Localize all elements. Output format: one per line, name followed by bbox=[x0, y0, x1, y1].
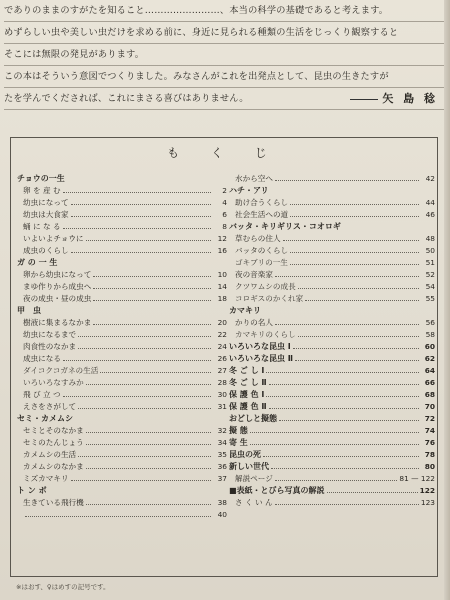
toc-label: 冬 ご し Ⅱ bbox=[229, 378, 267, 387]
leader-dots bbox=[86, 432, 211, 433]
toc-label: 卵 を 産 む bbox=[23, 186, 61, 195]
toc-page-number: 38 bbox=[217, 498, 227, 507]
leader-dots bbox=[290, 204, 419, 205]
toc-entry bbox=[17, 509, 227, 521]
leader-dots bbox=[283, 240, 419, 241]
toc-label: かりの名人 bbox=[235, 318, 273, 327]
leader-dots bbox=[250, 444, 419, 445]
toc-page-number: 8 bbox=[222, 222, 227, 231]
toc-label: 樹液に集まるなかま bbox=[23, 318, 92, 327]
toc-label: 成虫になる bbox=[23, 354, 61, 363]
toc-entry bbox=[17, 317, 227, 329]
intro-line: めずらしい虫や美しい虫だけを求める前に、身近に見られる種類の生活をじっくり観察すると bbox=[4, 22, 444, 44]
toc-label: 社会生活への道 bbox=[235, 210, 289, 219]
toc-page-number: 28 bbox=[217, 378, 227, 387]
toc-page-number: 34 bbox=[217, 438, 227, 447]
leader-dots bbox=[100, 372, 211, 373]
toc-page-number: 66 bbox=[424, 378, 435, 387]
toc-label: ■表紙・とびら写真の解説 bbox=[229, 486, 325, 495]
toc-label: ゴキブリの一生 bbox=[235, 258, 288, 267]
table-of-contents bbox=[10, 137, 438, 577]
toc-page-number: 51 bbox=[425, 258, 435, 267]
toc-page-number: 74 bbox=[424, 426, 435, 435]
toc-label: セミとそのなかま bbox=[23, 426, 84, 435]
toc-label: 幼虫は大食家 bbox=[23, 210, 69, 219]
leader-dots bbox=[275, 480, 398, 481]
leader-dots bbox=[93, 300, 211, 301]
leader-dots bbox=[71, 204, 211, 205]
leader-dots bbox=[305, 300, 419, 301]
toc-label: えさをさがして bbox=[23, 402, 77, 411]
toc-entry bbox=[17, 233, 227, 245]
toc-label: バッタ・キリギリス・コオロギ bbox=[229, 222, 341, 231]
toc-label: セミのたんじょう bbox=[23, 438, 84, 447]
toc-page-number: 42 bbox=[425, 174, 435, 183]
toc-section bbox=[17, 305, 227, 317]
toc-entry bbox=[17, 437, 227, 449]
toc-entry bbox=[17, 185, 227, 197]
intro-line: でありのままのすがたを知ること……………………、本当の科学の基礎であると考えます。 bbox=[4, 0, 444, 22]
toc-entry bbox=[17, 341, 227, 353]
toc-label: まゆ作りから成虫へ bbox=[23, 282, 92, 291]
leader-dots bbox=[327, 492, 418, 493]
toc-label: 幼虫になるまで bbox=[23, 330, 77, 339]
toc-page-number: 78 bbox=[424, 450, 435, 459]
toc-page-number: 70 bbox=[424, 402, 435, 411]
toc-section bbox=[17, 485, 227, 497]
toc-entry bbox=[17, 353, 227, 365]
toc-label: 草むらの住人 bbox=[235, 234, 281, 243]
toc-page-number: 4 bbox=[222, 198, 227, 207]
leader-dots bbox=[63, 192, 211, 193]
toc-label: いよいよチョウに bbox=[23, 234, 84, 243]
toc-page-number: 40 bbox=[217, 510, 227, 519]
toc-title: も く じ bbox=[167, 146, 281, 160]
leader-dots bbox=[290, 264, 419, 265]
toc-label: 卵から幼虫になって bbox=[23, 270, 92, 279]
toc-section bbox=[229, 401, 435, 413]
toc-label: いろいろなすみか bbox=[23, 378, 84, 387]
leader-dots bbox=[93, 288, 211, 289]
toc-entry bbox=[229, 497, 435, 509]
leader-dots bbox=[293, 348, 419, 349]
toc-label: 幼虫になって bbox=[23, 198, 69, 207]
toc-entry bbox=[229, 233, 435, 245]
leader-dots bbox=[86, 504, 211, 505]
leader-dots bbox=[275, 504, 419, 505]
toc-section bbox=[229, 305, 435, 317]
toc-entry bbox=[17, 365, 227, 377]
toc-page-number: 72 bbox=[424, 414, 435, 423]
toc-page-number: 58 bbox=[425, 330, 435, 339]
toc-page-number: 44 bbox=[425, 198, 435, 207]
toc-label: さ く い ん bbox=[235, 498, 273, 507]
toc-page-number: 37 bbox=[217, 474, 227, 483]
toc-entry bbox=[229, 257, 435, 269]
toc-entry bbox=[229, 209, 435, 221]
toc-entry bbox=[229, 269, 435, 281]
footnote: ※はおす、♀はめすの記号です。 bbox=[16, 583, 110, 591]
toc-section bbox=[229, 461, 435, 473]
toc-label: 昆虫の死 bbox=[229, 450, 261, 459]
page-edge bbox=[444, 0, 450, 600]
toc-label: ガ の 一 生 bbox=[17, 258, 58, 267]
toc-entry bbox=[229, 197, 435, 209]
toc-page-number: 12 bbox=[217, 234, 227, 243]
toc-entry bbox=[17, 389, 227, 401]
toc-label: カメムシの生活 bbox=[23, 450, 77, 459]
toc-page-number: 52 bbox=[425, 270, 435, 279]
leader-dots bbox=[86, 468, 211, 469]
toc-label: バッタのくらし bbox=[235, 246, 289, 255]
leader-dots bbox=[263, 456, 419, 457]
leader-dots bbox=[279, 420, 419, 421]
leader-dots bbox=[71, 216, 211, 217]
leader-dots bbox=[86, 240, 211, 241]
toc-page-number: 64 bbox=[424, 366, 435, 375]
toc-section bbox=[229, 353, 435, 365]
author-name: 矢 島 稔 bbox=[350, 90, 438, 106]
toc-section bbox=[229, 413, 435, 425]
leader-dots bbox=[93, 324, 211, 325]
leader-dots bbox=[266, 396, 419, 397]
toc-page-number: 10 bbox=[217, 270, 227, 279]
toc-entry bbox=[17, 209, 227, 221]
toc-label: 生きている飛行機 bbox=[23, 498, 84, 507]
toc-section bbox=[229, 377, 435, 389]
toc-label: ト ン ボ bbox=[17, 486, 47, 495]
toc-entry bbox=[17, 497, 227, 509]
toc-label: 擬 態 bbox=[229, 426, 248, 435]
leader-dots bbox=[63, 396, 211, 397]
toc-label: 夜の成虫・昼の成虫 bbox=[23, 294, 92, 303]
leader-dots bbox=[71, 252, 211, 253]
toc-label: 甲 虫 bbox=[17, 306, 41, 315]
leader-dots bbox=[290, 252, 419, 253]
toc-section bbox=[229, 341, 435, 353]
leader-dots bbox=[78, 456, 211, 457]
toc-page-number: 31 bbox=[217, 402, 227, 411]
toc-entry bbox=[229, 245, 435, 257]
toc-section bbox=[229, 485, 435, 497]
leader-dots bbox=[275, 324, 419, 325]
leader-dots bbox=[298, 336, 419, 337]
leader-dots bbox=[63, 360, 211, 361]
leader-dots bbox=[269, 408, 419, 409]
toc-page-number: 68 bbox=[424, 390, 435, 399]
leader-dots bbox=[71, 480, 211, 481]
toc-entry bbox=[17, 281, 227, 293]
toc-page-number: 56 bbox=[425, 318, 435, 327]
intro-line: この本はそういう意図でつくりました。みなさんがこれを出発点として、昆虫の生きたすが bbox=[4, 66, 444, 88]
toc-page-number: 122 bbox=[419, 486, 435, 495]
toc-page-number: 16 bbox=[217, 246, 227, 255]
toc-entry bbox=[229, 329, 435, 341]
toc-entry bbox=[17, 269, 227, 281]
leader-dots bbox=[269, 384, 419, 385]
toc-right-column bbox=[229, 173, 435, 509]
toc-label: おどしと擬態 bbox=[229, 414, 277, 423]
toc-label: 保 護 色 Ⅱ bbox=[229, 402, 267, 411]
toc-label: 夜の音楽家 bbox=[235, 270, 273, 279]
toc-label: 蛹 に な る bbox=[23, 222, 61, 231]
leader-dots bbox=[86, 384, 211, 385]
intro-line: たを学んでくだされば、これにまさる喜びはありません。 bbox=[4, 88, 444, 110]
leader-dots bbox=[86, 444, 211, 445]
toc-label: 寄 生 bbox=[229, 438, 248, 447]
toc-page-number: 48 bbox=[425, 234, 435, 243]
toc-entry bbox=[229, 317, 435, 329]
toc-label: カマキリ bbox=[229, 306, 261, 315]
toc-label: 助け合うくらし bbox=[235, 198, 289, 207]
toc-entry bbox=[17, 329, 227, 341]
toc-label: 新しい世代 bbox=[229, 462, 269, 471]
toc-page-number: 81 — 122 bbox=[399, 474, 435, 483]
toc-label: ミズカマキリ bbox=[23, 474, 69, 483]
toc-entry bbox=[17, 377, 227, 389]
toc-section bbox=[229, 425, 435, 437]
leader-dots bbox=[250, 432, 419, 433]
toc-section bbox=[229, 449, 435, 461]
toc-label: 冬 ご し Ⅰ bbox=[229, 366, 265, 375]
toc-section bbox=[17, 413, 227, 425]
toc-section bbox=[229, 185, 435, 197]
toc-page-number: 27 bbox=[217, 366, 227, 375]
toc-page-number: 54 bbox=[425, 282, 435, 291]
toc-label: ダイコクコガネの生活 bbox=[23, 366, 99, 375]
leader-dots bbox=[295, 360, 419, 361]
leader-dots bbox=[298, 288, 419, 289]
toc-page-number: 22 bbox=[217, 330, 227, 339]
leader-dots bbox=[290, 216, 419, 217]
toc-page-number: 20 bbox=[217, 318, 227, 327]
toc-page-number: 50 bbox=[425, 246, 435, 255]
toc-label: コロギスのかくれ家 bbox=[235, 294, 304, 303]
toc-page-number: 30 bbox=[217, 390, 227, 399]
toc-page-number: 60 bbox=[424, 342, 435, 351]
toc-label: 保 護 色 Ⅰ bbox=[229, 390, 265, 399]
toc-section bbox=[229, 221, 435, 233]
toc-entry bbox=[17, 425, 227, 437]
leader-dots bbox=[271, 468, 419, 469]
toc-page-number: 14 bbox=[217, 282, 227, 291]
toc-label: いろいろな昆虫 Ⅱ bbox=[229, 354, 294, 363]
toc-entry bbox=[17, 473, 227, 485]
toc-page-number: 32 bbox=[217, 426, 227, 435]
toc-entry bbox=[229, 473, 435, 485]
toc-entry bbox=[17, 245, 227, 257]
toc-page-number: 123 bbox=[420, 498, 435, 507]
toc-section bbox=[229, 437, 435, 449]
leader-dots bbox=[78, 348, 211, 349]
toc-page-number: 35 bbox=[217, 450, 227, 459]
toc-label: 水から空へ bbox=[235, 174, 273, 183]
intro-line: そこには無限の発見があります。 bbox=[4, 44, 444, 66]
toc-section bbox=[229, 389, 435, 401]
toc-entry bbox=[17, 197, 227, 209]
leader-dots bbox=[78, 408, 211, 409]
toc-page-number: 24 bbox=[217, 342, 227, 351]
leader-dots bbox=[78, 336, 211, 337]
toc-page-number: 76 bbox=[424, 438, 435, 447]
leader-dots bbox=[25, 516, 211, 517]
toc-label: カメムシのなかま bbox=[23, 462, 84, 471]
toc-entry bbox=[17, 221, 227, 233]
toc-page-number: 26 bbox=[217, 354, 227, 363]
leader-dots bbox=[275, 276, 419, 277]
toc-section bbox=[17, 173, 227, 185]
toc-page-number: 18 bbox=[217, 294, 227, 303]
toc-label: いろいろな昆虫 Ⅰ bbox=[229, 342, 291, 351]
toc-label: 飛 び 立 つ bbox=[23, 390, 61, 399]
toc-page-number: 55 bbox=[425, 294, 435, 303]
leader-dots bbox=[266, 372, 419, 373]
toc-entry bbox=[229, 281, 435, 293]
toc-entry bbox=[17, 401, 227, 413]
toc-page-number: 80 bbox=[424, 462, 435, 471]
toc-entry bbox=[229, 293, 435, 305]
toc-label: 解説ページ bbox=[235, 474, 273, 483]
leader-dots bbox=[63, 228, 211, 229]
toc-label: カマキリのくらし bbox=[235, 330, 296, 339]
toc-entry bbox=[17, 461, 227, 473]
toc-label: チョウの一生 bbox=[17, 174, 65, 183]
toc-label: ハチ・アリ bbox=[229, 186, 269, 195]
toc-page-number: 2 bbox=[222, 186, 227, 195]
toc-page-number: 6 bbox=[222, 210, 227, 219]
toc-left-column bbox=[17, 173, 227, 521]
toc-page-number: 62 bbox=[424, 354, 435, 363]
toc-label: クツワムシの成長 bbox=[235, 282, 296, 291]
toc-entry bbox=[229, 173, 435, 185]
toc-page-number: 46 bbox=[425, 210, 435, 219]
toc-entry bbox=[17, 449, 227, 461]
toc-label: 肉食性のなかま bbox=[23, 342, 77, 351]
toc-section bbox=[17, 257, 227, 269]
toc-page-number: 36 bbox=[217, 462, 227, 471]
leader-dots bbox=[275, 180, 419, 181]
leader-dots bbox=[93, 276, 211, 277]
toc-section bbox=[229, 365, 435, 377]
toc-label: セミ・カメムシ bbox=[17, 414, 73, 423]
toc-label: 成虫のくらし bbox=[23, 246, 69, 255]
toc-entry bbox=[17, 293, 227, 305]
